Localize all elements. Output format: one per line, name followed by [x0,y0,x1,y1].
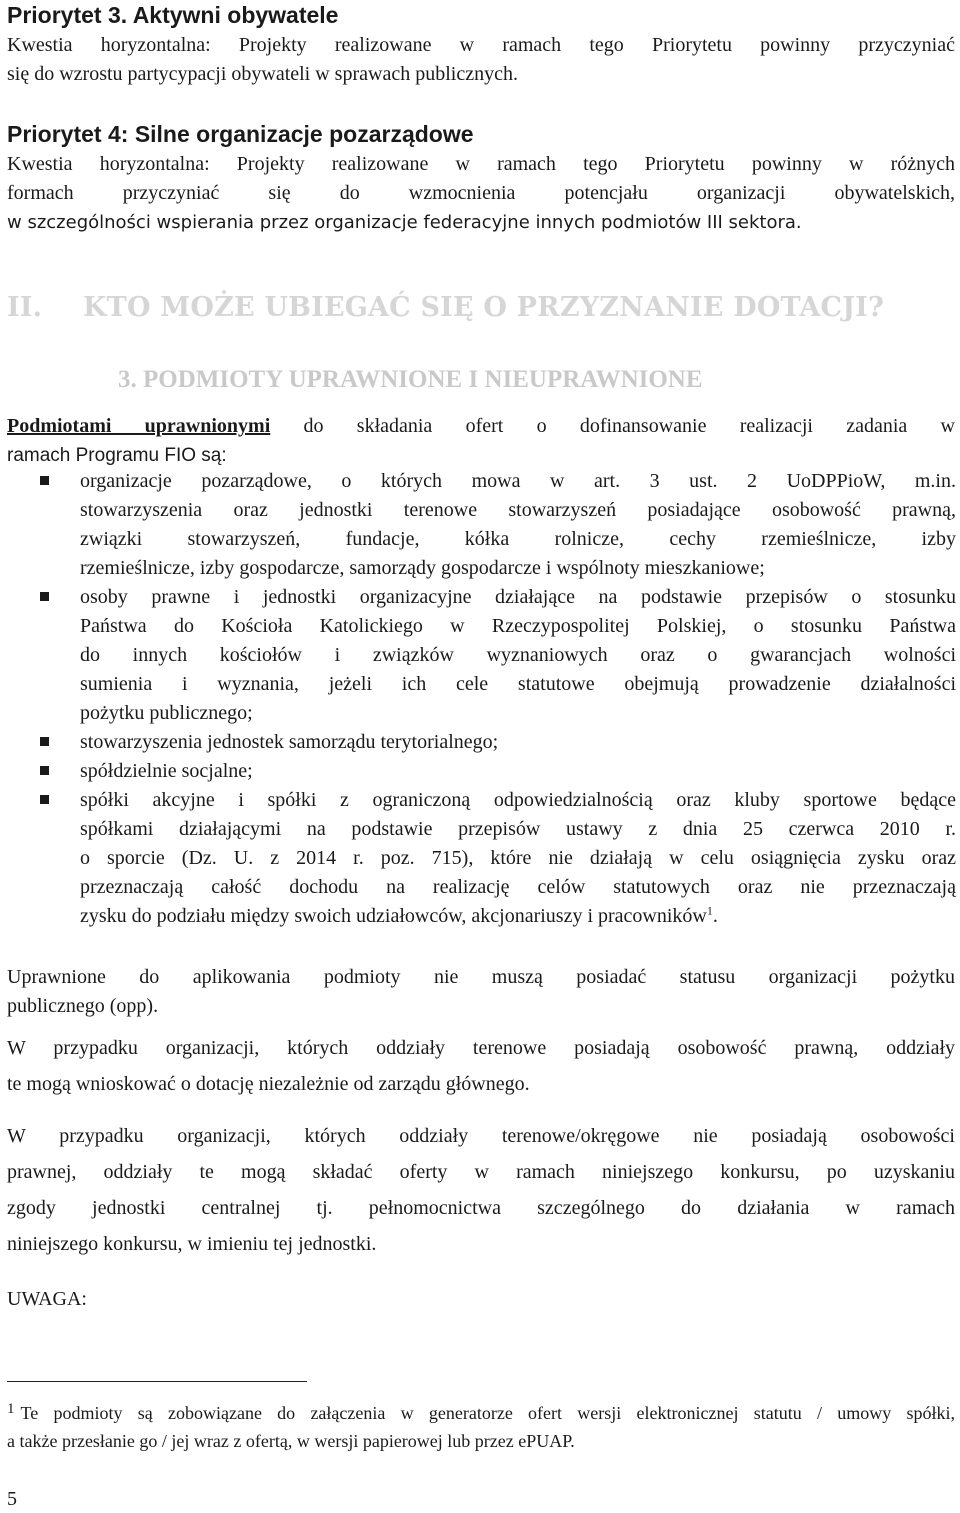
list-item-line-text: zysku do podziału między swoich udziałowców, akcjonariuszy i pracowników [80,905,707,927]
footnote-line [7,1395,955,1427]
list-item-line [80,902,956,931]
list-item-line: stowarzyszenia jednostek samorządu terytorialnego; [80,731,499,753]
section-heading [7,292,884,323]
list-item [0,467,956,583]
list-item [0,786,956,931]
priority-3-line-2: się do wzrostu partycypacji obywateli w sprawach publicznych. [7,63,518,85]
priority-3-line-1: Kwestia horyzontalna: Projekty realizowane w ramach tego Priorytetu powinny przyczyniać [7,34,955,56]
priority-3-block [7,2,955,89]
paragraph-line: niniejszego konkursu, w imieniu tej jednostki. [7,1233,377,1255]
warning-label: UWAGA: [7,1288,87,1310]
bullet-square-icon [40,737,49,746]
footnote [7,1395,955,1455]
paragraph-line: W przypadku organizacji, których oddziały terenowe/okręgowe nie posiadają osobowości [7,1125,955,1147]
list-item-end: . [712,905,718,927]
priority-4-line-2: formach przyczyniać się do wzmocnienia potencjału organizacji obywatelskich, [7,182,955,204]
priority-4-line-1: Kwestia horyzontalna: Projekty realizowane w ramach tego Priorytetu powinny w różnych [7,153,955,175]
bullet-square-icon [40,476,49,485]
footnote-separator [7,1381,307,1382]
paragraph-line: W przypadku organizacji, których oddziały terenowe posiadają osobowość prawną, oddziały [7,1037,955,1059]
paragraph-line: publicznego (opp). [7,995,159,1017]
bullet-square-icon [40,795,49,804]
eligible-intro [7,412,955,470]
list-item-line: rzemieślnicze, izby gospodarcze, samorządy gospodarcze i wspólnoty mieszkaniowe; [80,557,765,579]
eligible-intro-line-1 [7,412,955,441]
list-item-line: związki stowarzyszeń, fundacje, kółka rolnicze, cechy rzemieślnicze, izby [80,528,956,550]
page-number: 5 [7,1488,17,1510]
list-item [0,583,956,728]
footnote-reference[interactable]: 1 [706,903,713,918]
list-item-line: przeznaczają całość dochodu na realizację celów statutowych oraz nie przeznaczają [80,876,956,898]
list-item-line: stowarzyszenia oraz jednostki terenowe stowarzyszeń posiadające osobowość prawną, [80,499,956,521]
footnote-text: Te podmioty są zobowiązane do załączenia w generatorze ofert wersji elektronicznej statutu / umowy spółki, [20,1403,955,1423]
list-item-line: spółki akcyjne i spółki z ograniczoną odpowiedzialnością oraz kluby sportowe będące [80,789,956,811]
paragraph-line: Uprawnione do aplikowania podmioty nie muszą posiadać statusu organizacji pożytku [7,966,955,988]
paragraph-line: zgody jednostki centralnej tj. pełnomocnictwa szczególnego do działania w ramach [7,1197,955,1219]
eligible-entities-list [0,467,960,931]
list-item [0,728,956,757]
list-item-line: osoby prawne i jednostki organizacyjne działające na podstawie przepisów o stosunku [80,586,956,608]
paragraph-no-legal-personality [7,1118,955,1262]
list-item-line: pożytku publicznego; [80,702,253,724]
list-item-line: spółdzielnie socjalne; [80,760,253,782]
eligible-intro-term: Podmiotami uprawnionymi [7,415,271,437]
eligible-intro-rest: do składania ofert o dofinansowanie realizacji zadania w [270,415,955,437]
list-item-line: organizacje pozarządowe, o których mowa w art. 3 ust. 2 UoDPPioW, m.in. [80,470,956,492]
priority-4-title: Priorytet 4: Silne organizacje pozarządowe [7,121,474,147]
list-item-line: o sporcie (Dz. U. z 2014 r. poz. 715), które nie działają w celu osiągnięcia zysku oraz [80,847,956,869]
eligible-intro-line-2: ramach Programu FIO są: [7,445,227,466]
list-item-line: do innych kościołów i związków wyznaniowych oraz o gwarancjach wolności [80,644,956,666]
list-item [0,757,956,786]
priority-4-block [7,121,955,237]
section-number: II. [7,292,43,323]
list-item-line: sumienia i wyznania, jeżeli ich cele statutowe obejmują prowadzenie działalności [80,673,956,695]
paragraph-branches [7,1030,955,1102]
paragraph-line: te mogą wnioskować o dotację niezależnie od zarządu głównego. [7,1073,530,1095]
subsection-title: 3. PODMIOTY UPRAWNIONE I NIEUPRAWNIONE [118,366,703,393]
bullet-square-icon [40,766,49,775]
footnote-line: a także przesłanie go / jej wraz z ofertą, w wersji papierowej lub przez ePUAP. [7,1431,575,1451]
section-title: KTO MOŻE UBIEGAĆ SIĘ O PRZYZNANIE DOTACJI? [83,292,885,323]
paragraph-opp [7,963,955,1021]
priority-3-title: Priorytet 3. Aktywni obywatele [7,2,339,28]
list-item-line: spółkami działającymi na podstawie przepisów ustawy z dnia 25 czerwca 2010 r. [80,818,956,840]
footnote-mark: 1 [7,1401,15,1417]
paragraph-line: prawnej, oddziały te mogą składać oferty w ramach niniejszego konkursu, po uzyskaniu [7,1161,955,1183]
bullet-square-icon [40,592,49,601]
list-item-line: Państwa do Kościoła Katolickiego w Rzeczypospolitej Polskiej, o stosunku Państwa [80,615,956,637]
priority-4-line-3: w szczególności wspierania przez organizacje federacyjne innych podmiotów III sektora. [7,212,802,233]
